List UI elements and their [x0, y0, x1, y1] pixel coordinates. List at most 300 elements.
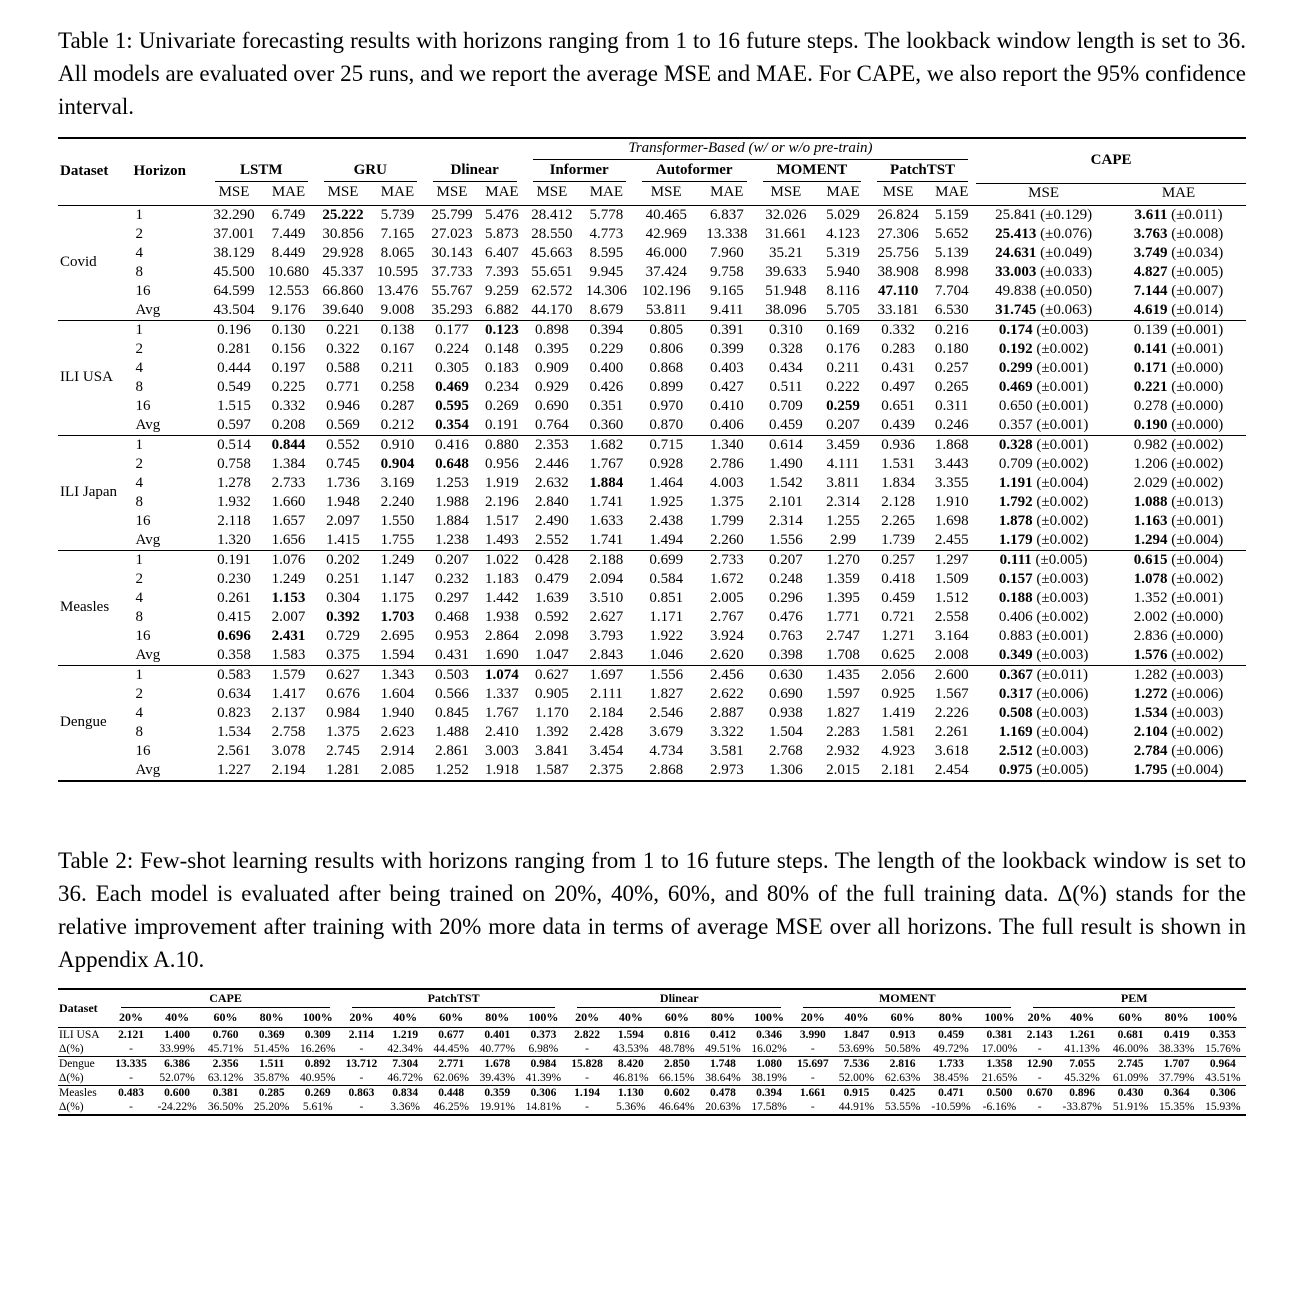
metric-value: 6.407	[485, 244, 519, 261]
metric-value: 1.827	[826, 704, 860, 721]
cape-value: 1.163 (±0.001)	[1133, 512, 1224, 529]
metric-value: 1.579	[261, 665, 315, 685]
table2-body	[58, 1027, 1246, 1115]
metric-value: 1.175	[380, 589, 415, 606]
metric-value: 0.392	[326, 608, 360, 625]
metric-value: 0.265	[934, 378, 969, 395]
delta-cell: 21.65%	[981, 1071, 1018, 1084]
value-cell: 0.346	[746, 1027, 792, 1042]
delta-cell: 38.64%	[705, 1071, 741, 1084]
metric-value: 0.398	[769, 646, 803, 663]
metric-value: 2.261	[934, 723, 969, 740]
metric-value: 2.428	[589, 723, 624, 740]
value-cell: 7.304	[382, 1056, 428, 1071]
metric-value: 3.618	[934, 742, 969, 759]
metric-value: 9.176	[271, 301, 306, 318]
delta-cell: 3.36%	[390, 1100, 420, 1113]
metric-value: 0.549	[217, 378, 251, 395]
metric-value: 0.566	[435, 685, 469, 702]
metric-value: 9.259	[485, 282, 519, 299]
metric-value: 2.864	[485, 627, 519, 644]
table-row	[58, 1071, 1246, 1086]
metric-value: 0.898	[525, 320, 579, 340]
metric-value: 0.696	[217, 627, 251, 644]
value-cell: 0.369	[249, 1027, 295, 1042]
delta-label: Δ(%)	[59, 1100, 84, 1113]
value-cell: 0.677	[428, 1027, 474, 1042]
value-cell: 0.412	[700, 1027, 746, 1042]
cape-value: 0.508 (±0.003)	[998, 704, 1089, 721]
value-cell: 0.681	[1108, 1027, 1154, 1042]
metric-value: 2.861	[435, 742, 469, 759]
delta-cell: 46.25%	[433, 1100, 469, 1113]
delta-cell: -33.87%	[1062, 1100, 1102, 1113]
percent-header: 40%	[382, 1009, 428, 1028]
cape-value: 3.611 (±0.011)	[1111, 205, 1246, 225]
metric-value: 2.973	[709, 761, 744, 778]
delta-cell: -	[1037, 1071, 1042, 1084]
metric-value: 2.314	[769, 512, 803, 529]
horizon-label: 2	[135, 570, 144, 587]
metric-value: 1.948	[326, 493, 360, 510]
metric-value: 1.583	[271, 646, 306, 663]
metric-value: 0.771	[326, 378, 360, 395]
value-cell: 1.707	[1154, 1056, 1200, 1071]
metric-value: 0.868	[649, 359, 684, 376]
percent-header: 100%	[1200, 1009, 1246, 1028]
table-row	[58, 1056, 1246, 1071]
metric-value: 0.216	[927, 320, 976, 340]
metric-value: 0.745	[326, 455, 360, 472]
metric-value: 0.625	[881, 646, 916, 663]
metric-value: 6.837	[699, 205, 755, 225]
metric-value: 2.868	[649, 761, 684, 778]
percent-header: 60%	[880, 1009, 926, 1028]
delta-cell: 6.98%	[528, 1042, 559, 1055]
metric-value: 0.627	[316, 665, 370, 685]
value-cell: 2.121	[110, 1027, 151, 1042]
table-row	[58, 550, 1246, 570]
metric-value: 0.230	[217, 570, 251, 587]
value-cell: 6.386	[152, 1056, 203, 1071]
delta-cell: 42.34%	[387, 1042, 423, 1055]
delta-cell: 25.20%	[253, 1100, 290, 1113]
metric-value: 2.314	[826, 493, 860, 510]
value-cell: 0.964	[1200, 1056, 1246, 1071]
metric-value: 0.459	[769, 416, 803, 433]
metric-value: 3.454	[589, 742, 624, 759]
metric-value: 0.569	[326, 416, 360, 433]
metric-value: 0.909	[535, 359, 569, 376]
table2-model-header-row	[58, 989, 1246, 1009]
metric-value: 8.679	[589, 301, 624, 318]
dataset-label: Dengue	[58, 1056, 110, 1071]
metric-value: 0.910	[370, 435, 424, 455]
model-header-label: PatchTST	[352, 991, 556, 1008]
metric-value: 0.905	[535, 685, 569, 702]
metric-value: 5.029	[817, 205, 869, 225]
metric-value: 0.763	[769, 627, 803, 644]
metric-value: 27.306	[877, 225, 919, 242]
metric-value: 1.047	[535, 646, 569, 663]
metric-value: 2.600	[927, 665, 976, 685]
metric-value: 0.207	[425, 550, 479, 570]
horizon-label: 1	[132, 205, 207, 225]
value-cell: 2.745	[1108, 1056, 1154, 1071]
horizon-label: 16	[135, 397, 151, 414]
metric-value: 35.293	[431, 301, 473, 318]
metric-value: 0.183	[485, 359, 519, 376]
metric-value: 1.660	[271, 493, 306, 510]
cape-value: 3.763 (±0.008)	[1133, 225, 1224, 242]
value-cell: 0.670	[1022, 1085, 1056, 1100]
metric-value: 1.827	[649, 685, 684, 702]
metric-value: 30.143	[431, 244, 473, 261]
cape-value: 0.299 (±0.001)	[998, 359, 1089, 376]
delta-cell: 49.72%	[933, 1042, 969, 1055]
cape-value: 0.883 (±0.001)	[998, 627, 1089, 644]
metric-value: 0.360	[589, 416, 624, 433]
value-cell: 7.536	[833, 1056, 879, 1071]
metric-value: 1.550	[380, 512, 415, 529]
metric-value: 7.449	[271, 225, 306, 242]
metric-value: 0.584	[649, 570, 684, 587]
value-cell: 0.425	[880, 1085, 926, 1100]
value-cell: 7.055	[1057, 1056, 1108, 1071]
cape-value: 0.188 (±0.003)	[998, 589, 1089, 606]
value-cell: 13.712	[341, 1056, 382, 1071]
metric-value: 1.046	[649, 646, 684, 663]
metric-value: 2.240	[380, 493, 415, 510]
cape-value: 33.003 (±0.033)	[995, 263, 1093, 280]
metric-value: 0.648	[435, 455, 469, 472]
delta-cell: 37.79%	[1158, 1071, 1195, 1084]
metric-value: 33.181	[877, 301, 919, 318]
metric-value: 28.550	[531, 225, 573, 242]
metric-value: 0.394	[579, 320, 633, 340]
metric-value: 1.932	[217, 493, 251, 510]
metric-value: 2.758	[271, 723, 306, 740]
metric-value: 7.960	[709, 244, 744, 261]
metric-value: 0.207	[826, 416, 860, 433]
metric-value: 0.823	[217, 704, 251, 721]
metric-value: 27.023	[431, 225, 473, 242]
metric-value: 1.581	[881, 723, 916, 740]
table-row	[58, 474, 1246, 493]
cape-value: 2.029 (±0.002)	[1133, 474, 1224, 491]
metric-value: 5.139	[934, 244, 969, 261]
metric-value: 32.290	[207, 205, 261, 225]
metric-value: 0.899	[649, 378, 684, 395]
metric-value: 53.811	[645, 301, 687, 318]
percent-header: 80%	[700, 1009, 746, 1028]
metric-value: 2.184	[589, 704, 624, 721]
metric-value: 0.123	[479, 320, 524, 340]
model-header-moment	[755, 161, 869, 183]
metric-value: 0.953	[435, 627, 469, 644]
metric-value: 1.255	[826, 512, 860, 529]
metric-value: 5.652	[934, 225, 969, 242]
metric-value: 1.337	[485, 685, 519, 702]
metric-value: 45.337	[322, 263, 364, 280]
metric-value: 1.435	[817, 665, 869, 685]
metric-value: 1.442	[485, 589, 519, 606]
metric-value: 0.709	[769, 397, 803, 414]
metric-value: 0.354	[435, 416, 469, 433]
value-cell: 1.400	[152, 1027, 203, 1042]
delta-cell: 41.13%	[1064, 1042, 1100, 1055]
horizon-label: 16	[135, 627, 151, 644]
metric-value: 2.932	[826, 742, 860, 759]
metric-value: 2.914	[380, 742, 415, 759]
percent-header: 20%	[110, 1009, 151, 1028]
metric-header: MAE	[817, 183, 869, 205]
metric-value: 3.811	[826, 474, 860, 491]
delta-cell: 5.36%	[615, 1100, 646, 1113]
metric-value: 2.747	[826, 627, 860, 644]
delta-cell: -	[359, 1071, 364, 1084]
model-header-label: Dlinear	[433, 162, 517, 182]
cape-value: 0.190 (±0.000)	[1133, 416, 1224, 433]
metric-value: 1.736	[326, 474, 360, 491]
table1-body	[58, 205, 1246, 781]
metric-value: 0.177	[425, 320, 479, 340]
metric-value: 2.561	[217, 742, 251, 759]
delta-cell: 62.63%	[884, 1071, 921, 1084]
metric-value: 0.514	[207, 435, 261, 455]
metric-value: 0.197	[271, 359, 306, 376]
metric-value: 2.843	[589, 646, 624, 663]
metric-value: 1.604	[380, 685, 415, 702]
value-cell: 0.285	[249, 1085, 295, 1100]
delta-cell: 51.91%	[1112, 1100, 1149, 1113]
metric-value: 8.116	[826, 282, 860, 299]
horizon-label: 2	[135, 340, 144, 357]
horizon-label: 2	[135, 225, 144, 242]
metric-value: 5.739	[370, 205, 424, 225]
metric-value: 0.234	[485, 378, 519, 395]
metric-value: 45.500	[213, 263, 255, 280]
value-cell: 1.748	[700, 1056, 746, 1071]
metric-value: 1.281	[326, 761, 360, 778]
value-cell: 0.359	[474, 1085, 520, 1100]
horizon-label: Avg	[135, 761, 161, 778]
horizon-label: 4	[135, 589, 144, 606]
metric-value: 38.908	[877, 263, 919, 280]
table-row	[58, 493, 1246, 512]
model-header-label: PatchTST	[877, 162, 968, 182]
metric-value: 0.310	[755, 320, 817, 340]
metric-value: 8.998	[934, 263, 969, 280]
metric-value: 0.479	[535, 570, 569, 587]
metric-header: MSE	[869, 183, 927, 205]
percent-header: 20%	[566, 1009, 607, 1028]
metric-value: 31.661	[765, 225, 807, 242]
cape-value: 4.827 (±0.005)	[1133, 263, 1224, 280]
metric-value: 5.159	[927, 205, 976, 225]
metric-value: 0.434	[769, 359, 803, 376]
model-header-lstm	[207, 161, 316, 183]
metric-value: 3.078	[271, 742, 306, 759]
delta-cell: 40.77%	[479, 1042, 516, 1055]
metric-value: 2.438	[649, 512, 684, 529]
value-cell: 1.261	[1057, 1027, 1108, 1042]
metric-value: 0.634	[217, 685, 251, 702]
delta-cell: -	[585, 1071, 590, 1084]
value-cell: 3.990	[792, 1027, 833, 1042]
metric-value: 0.497	[881, 378, 916, 395]
metric-value: 2.632	[535, 474, 569, 491]
delta-cell: -	[810, 1071, 815, 1084]
value-cell: 0.306	[520, 1085, 566, 1100]
delta-cell: 62.06%	[433, 1071, 469, 1084]
metric-value: 2.552	[535, 531, 569, 548]
metric-value: 0.207	[755, 550, 817, 570]
metric-value: 3.459	[817, 435, 869, 455]
value-cell: 0.896	[1057, 1085, 1108, 1100]
metric-value: 1.587	[535, 761, 569, 778]
metric-value: 0.614	[755, 435, 817, 455]
value-cell: 2.356	[203, 1056, 249, 1071]
value-cell: 0.500	[976, 1085, 1022, 1100]
delta-cell: -6.16%	[982, 1100, 1017, 1113]
metric-value: 0.469	[435, 378, 469, 395]
metric-value: 26.824	[869, 205, 927, 225]
cape-value: 2.104 (±0.002)	[1133, 723, 1224, 740]
percent-header: 80%	[249, 1009, 295, 1028]
cape-value: 25.413 (±0.076)	[995, 225, 1093, 242]
metric-header: MSE	[755, 183, 817, 205]
delta-cell: -24.22%	[157, 1100, 197, 1113]
metric-value: 2.733	[271, 474, 306, 491]
value-cell: 0.915	[833, 1085, 879, 1100]
table-row	[58, 608, 1246, 627]
metric-value: 1.633	[589, 512, 624, 529]
cape-value: 25.841 (±0.129)	[976, 205, 1111, 225]
metric-value: 30.856	[322, 225, 364, 242]
metric-value: 1.884	[435, 512, 469, 529]
horizon-label: 1	[132, 665, 207, 685]
metric-value: 0.304	[326, 589, 360, 606]
cape-value: 1.272 (±0.006)	[1133, 685, 1224, 702]
delta-cell: 16.02%	[751, 1042, 787, 1055]
value-cell: 0.478	[700, 1085, 746, 1100]
metric-value: 4.123	[826, 225, 860, 242]
cape-value: 0.615 (±0.004)	[1111, 550, 1246, 570]
percent-header: 60%	[1108, 1009, 1154, 1028]
cape-value: 0.221 (±0.000)	[1133, 378, 1224, 395]
metric-value: 55.767	[431, 282, 473, 299]
metric-value: 0.322	[326, 340, 360, 357]
metric-value: 2.733	[699, 550, 755, 570]
metric-value: 4.923	[881, 742, 916, 759]
metric-value: 9.945	[589, 263, 624, 280]
metric-value: 1.741	[589, 531, 624, 548]
delta-cell: 15.35%	[1158, 1100, 1195, 1113]
metric-value: 2.745	[326, 742, 360, 759]
value-cell: 0.483	[110, 1085, 151, 1100]
metric-value: 0.287	[380, 397, 415, 414]
metric-value: 0.444	[217, 359, 251, 376]
metric-value: 1.656	[271, 531, 306, 548]
metric-value: 44.170	[531, 301, 573, 318]
metric-value: 2.627	[589, 608, 624, 625]
metric-header: MAE	[370, 183, 424, 205]
metric-value: 1.384	[271, 455, 306, 472]
metric-value: 0.699	[634, 550, 699, 570]
delta-cell: 17.58%	[751, 1100, 787, 1113]
metric-value: 2.260	[709, 531, 744, 548]
model-header-cape	[110, 989, 340, 1009]
delta-cell: -	[585, 1042, 590, 1055]
metric-value: 6.749	[261, 205, 315, 225]
cape-value: 1.878 (±0.002)	[998, 512, 1089, 529]
metric-value: 2.887	[709, 704, 744, 721]
table-row	[58, 359, 1246, 378]
metric-value: 37.733	[431, 263, 473, 280]
metric-value: 1.270	[817, 550, 869, 570]
value-cell: 1.661	[792, 1085, 833, 1100]
metric-value: 1.464	[649, 474, 684, 491]
metric-value: 51.948	[765, 282, 807, 299]
metric-value: 2.196	[485, 493, 519, 510]
value-cell: 0.353	[1200, 1027, 1246, 1042]
metric-value: 0.311	[935, 397, 969, 414]
horizon-label: Avg	[135, 646, 161, 663]
model-header-label: Autoformer	[642, 162, 747, 182]
metric-value: 1.868	[927, 435, 976, 455]
metric-value: 1.419	[881, 704, 916, 721]
value-cell: 0.892	[295, 1056, 341, 1071]
metric-value: 1.697	[579, 665, 633, 685]
table-row	[58, 1042, 1246, 1057]
cape-value: 0.317 (±0.006)	[998, 685, 1089, 702]
metric-value: 0.395	[535, 340, 569, 357]
metric-value: 1.494	[649, 531, 684, 548]
metric-value: 1.359	[826, 570, 860, 587]
metric-value: 0.597	[217, 416, 251, 433]
metric-value: 35.21	[769, 244, 803, 261]
value-cell: 0.459	[926, 1027, 977, 1042]
metric-value: 1.343	[370, 665, 424, 685]
metric-value: 32.026	[755, 205, 817, 225]
percent-header: 60%	[203, 1009, 249, 1028]
metric-value: 1.556	[634, 665, 699, 685]
delta-cell: -	[359, 1100, 364, 1113]
metric-value: 3.510	[589, 589, 624, 606]
metric-value: 2.490	[535, 512, 569, 529]
delta-cell: 51.45%	[253, 1042, 290, 1055]
model-header-informer	[525, 161, 634, 183]
metric-value: 2.546	[649, 704, 684, 721]
metric-value: 0.222	[826, 378, 860, 395]
metric-value: 1.918	[485, 761, 519, 778]
metric-value: 2.456	[699, 665, 755, 685]
value-cell: 0.834	[382, 1085, 428, 1100]
metric-value: 0.938	[769, 704, 803, 721]
table-row	[58, 225, 1246, 244]
value-cell: 2.822	[566, 1027, 607, 1042]
metric-value: 8.449	[271, 244, 306, 261]
percent-header: 40%	[608, 1009, 654, 1028]
horizon-label: 1	[132, 435, 207, 455]
metric-value: 1.297	[927, 550, 976, 570]
metric-value: 3.924	[709, 627, 744, 644]
cape-value: 0.141 (±0.001)	[1133, 340, 1224, 357]
cape-value: 3.749 (±0.034)	[1133, 244, 1224, 261]
metric-value: 1.657	[271, 512, 306, 529]
table-row	[58, 570, 1246, 589]
